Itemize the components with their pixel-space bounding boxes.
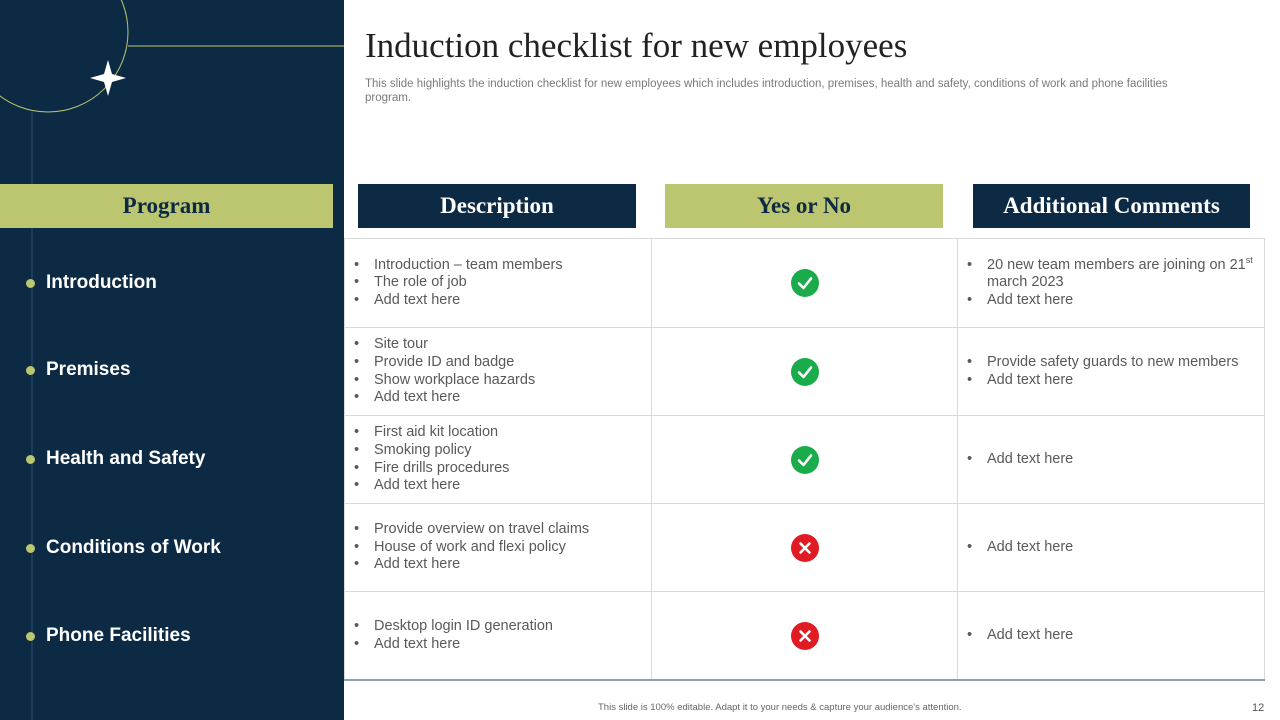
list-item: • Add text here [354, 389, 651, 407]
program-item-label: Premises [46, 359, 131, 380]
comments-list [967, 451, 1254, 469]
list-item: • Add text here [354, 477, 651, 495]
program-item-premises [26, 355, 131, 385]
description-list [354, 521, 651, 574]
list-item: • Fire drills procedures [354, 460, 651, 478]
comments-cell [958, 328, 1265, 416]
list-item: • Add text here [967, 451, 1254, 469]
bullet-icon [26, 279, 35, 288]
list-item: • Introduction – team members [354, 257, 651, 275]
description-header-label: Description [440, 193, 554, 218]
description-cell [345, 239, 652, 328]
status-cell [652, 328, 958, 416]
bullet-icon [26, 544, 35, 553]
yes-no-header [665, 184, 943, 228]
list-item: • First aid kit location [354, 424, 651, 442]
comment-date-day: 21 [1229, 256, 1246, 273]
comments-cell [958, 504, 1265, 592]
description-cell [345, 416, 652, 504]
checklist-table [344, 238, 1265, 680]
check-icon [791, 446, 819, 474]
footer-note: This slide is 100% editable. Adapt it to your needs & capture your audience's attention. [598, 702, 962, 713]
description-list [354, 257, 651, 310]
list-item: • Desktop login ID generation [354, 618, 651, 636]
page-number: 12 [1252, 702, 1265, 714]
program-item-label: Health and Safety [46, 448, 206, 469]
status-cell [652, 504, 958, 592]
program-item-label: Conditions of Work [46, 537, 221, 558]
description-list [354, 424, 651, 494]
program-header [0, 184, 333, 228]
description-list [354, 618, 651, 653]
comments-cell [958, 416, 1265, 504]
list-item: • Site tour [354, 336, 651, 354]
comments-header [973, 184, 1250, 228]
program-item-phone-facilities [26, 621, 191, 651]
program-item-label: Introduction [46, 272, 157, 293]
status-cell [652, 592, 958, 680]
list-item: • Add text here [354, 292, 651, 310]
description-cell [345, 504, 652, 592]
cross-icon [791, 534, 819, 562]
table-bottom-rule [344, 679, 1265, 681]
list-item: • Show workplace hazards [354, 372, 651, 390]
description-list [354, 336, 651, 406]
comment-date-suffix: st [1245, 254, 1253, 265]
program-item-label: Phone Facilities [46, 625, 191, 646]
program-item-introduction [26, 268, 157, 298]
comment-date-rest: march 2023 [987, 274, 1064, 291]
check-icon [791, 269, 819, 297]
list-item: • Add text here [967, 372, 1254, 390]
description-cell [345, 592, 652, 680]
description-cell [345, 328, 652, 416]
bullet-icon [26, 366, 35, 375]
status-cell [652, 416, 958, 504]
list-item: • Add text here [967, 539, 1254, 557]
list-item: • Smoking policy [354, 442, 651, 460]
program-header-label: Program [122, 193, 211, 218]
comments-cell [958, 592, 1265, 680]
list-item: • Add text here [967, 292, 1254, 310]
comments-list [967, 254, 1254, 310]
list-item: • Add text here [354, 636, 651, 654]
cross-icon [791, 622, 819, 650]
list-item: • Add text here [354, 556, 651, 574]
program-panel [0, 0, 344, 720]
comments-list [967, 539, 1254, 557]
bullet-icon [26, 455, 35, 464]
comment-text: 20 new team members are joining on [987, 256, 1226, 273]
list-item: • Add text here [967, 627, 1254, 645]
comments-list [967, 627, 1254, 645]
program-item-health-and-safety [26, 444, 205, 474]
comments-cell [958, 239, 1265, 328]
yes-no-header-label: Yes or No [756, 193, 852, 218]
bullet-icon [26, 632, 35, 641]
program-item-conditions-of-work [26, 533, 221, 563]
status-cell [652, 239, 958, 328]
description-header [358, 184, 636, 228]
list-item [967, 254, 1254, 292]
list-item: • The role of job [354, 274, 651, 292]
slide-title: Induction checklist for new employees [365, 26, 908, 65]
slide-subtitle: This slide highlights the induction checklist for new employees which includes introduction, premises, health and safety, conditions of work and phone facilities program. [365, 78, 1168, 104]
list-item: • Provide ID and badge [354, 354, 651, 372]
list-item: • House of work and flexi policy [354, 539, 651, 557]
list-item: • Provide safety guards to new members [967, 354, 1254, 372]
check-icon [791, 358, 819, 386]
comments-list [967, 354, 1254, 389]
comments-header-label: Additional Comments [1003, 193, 1220, 218]
list-item: • Provide overview on travel claims [354, 521, 651, 539]
